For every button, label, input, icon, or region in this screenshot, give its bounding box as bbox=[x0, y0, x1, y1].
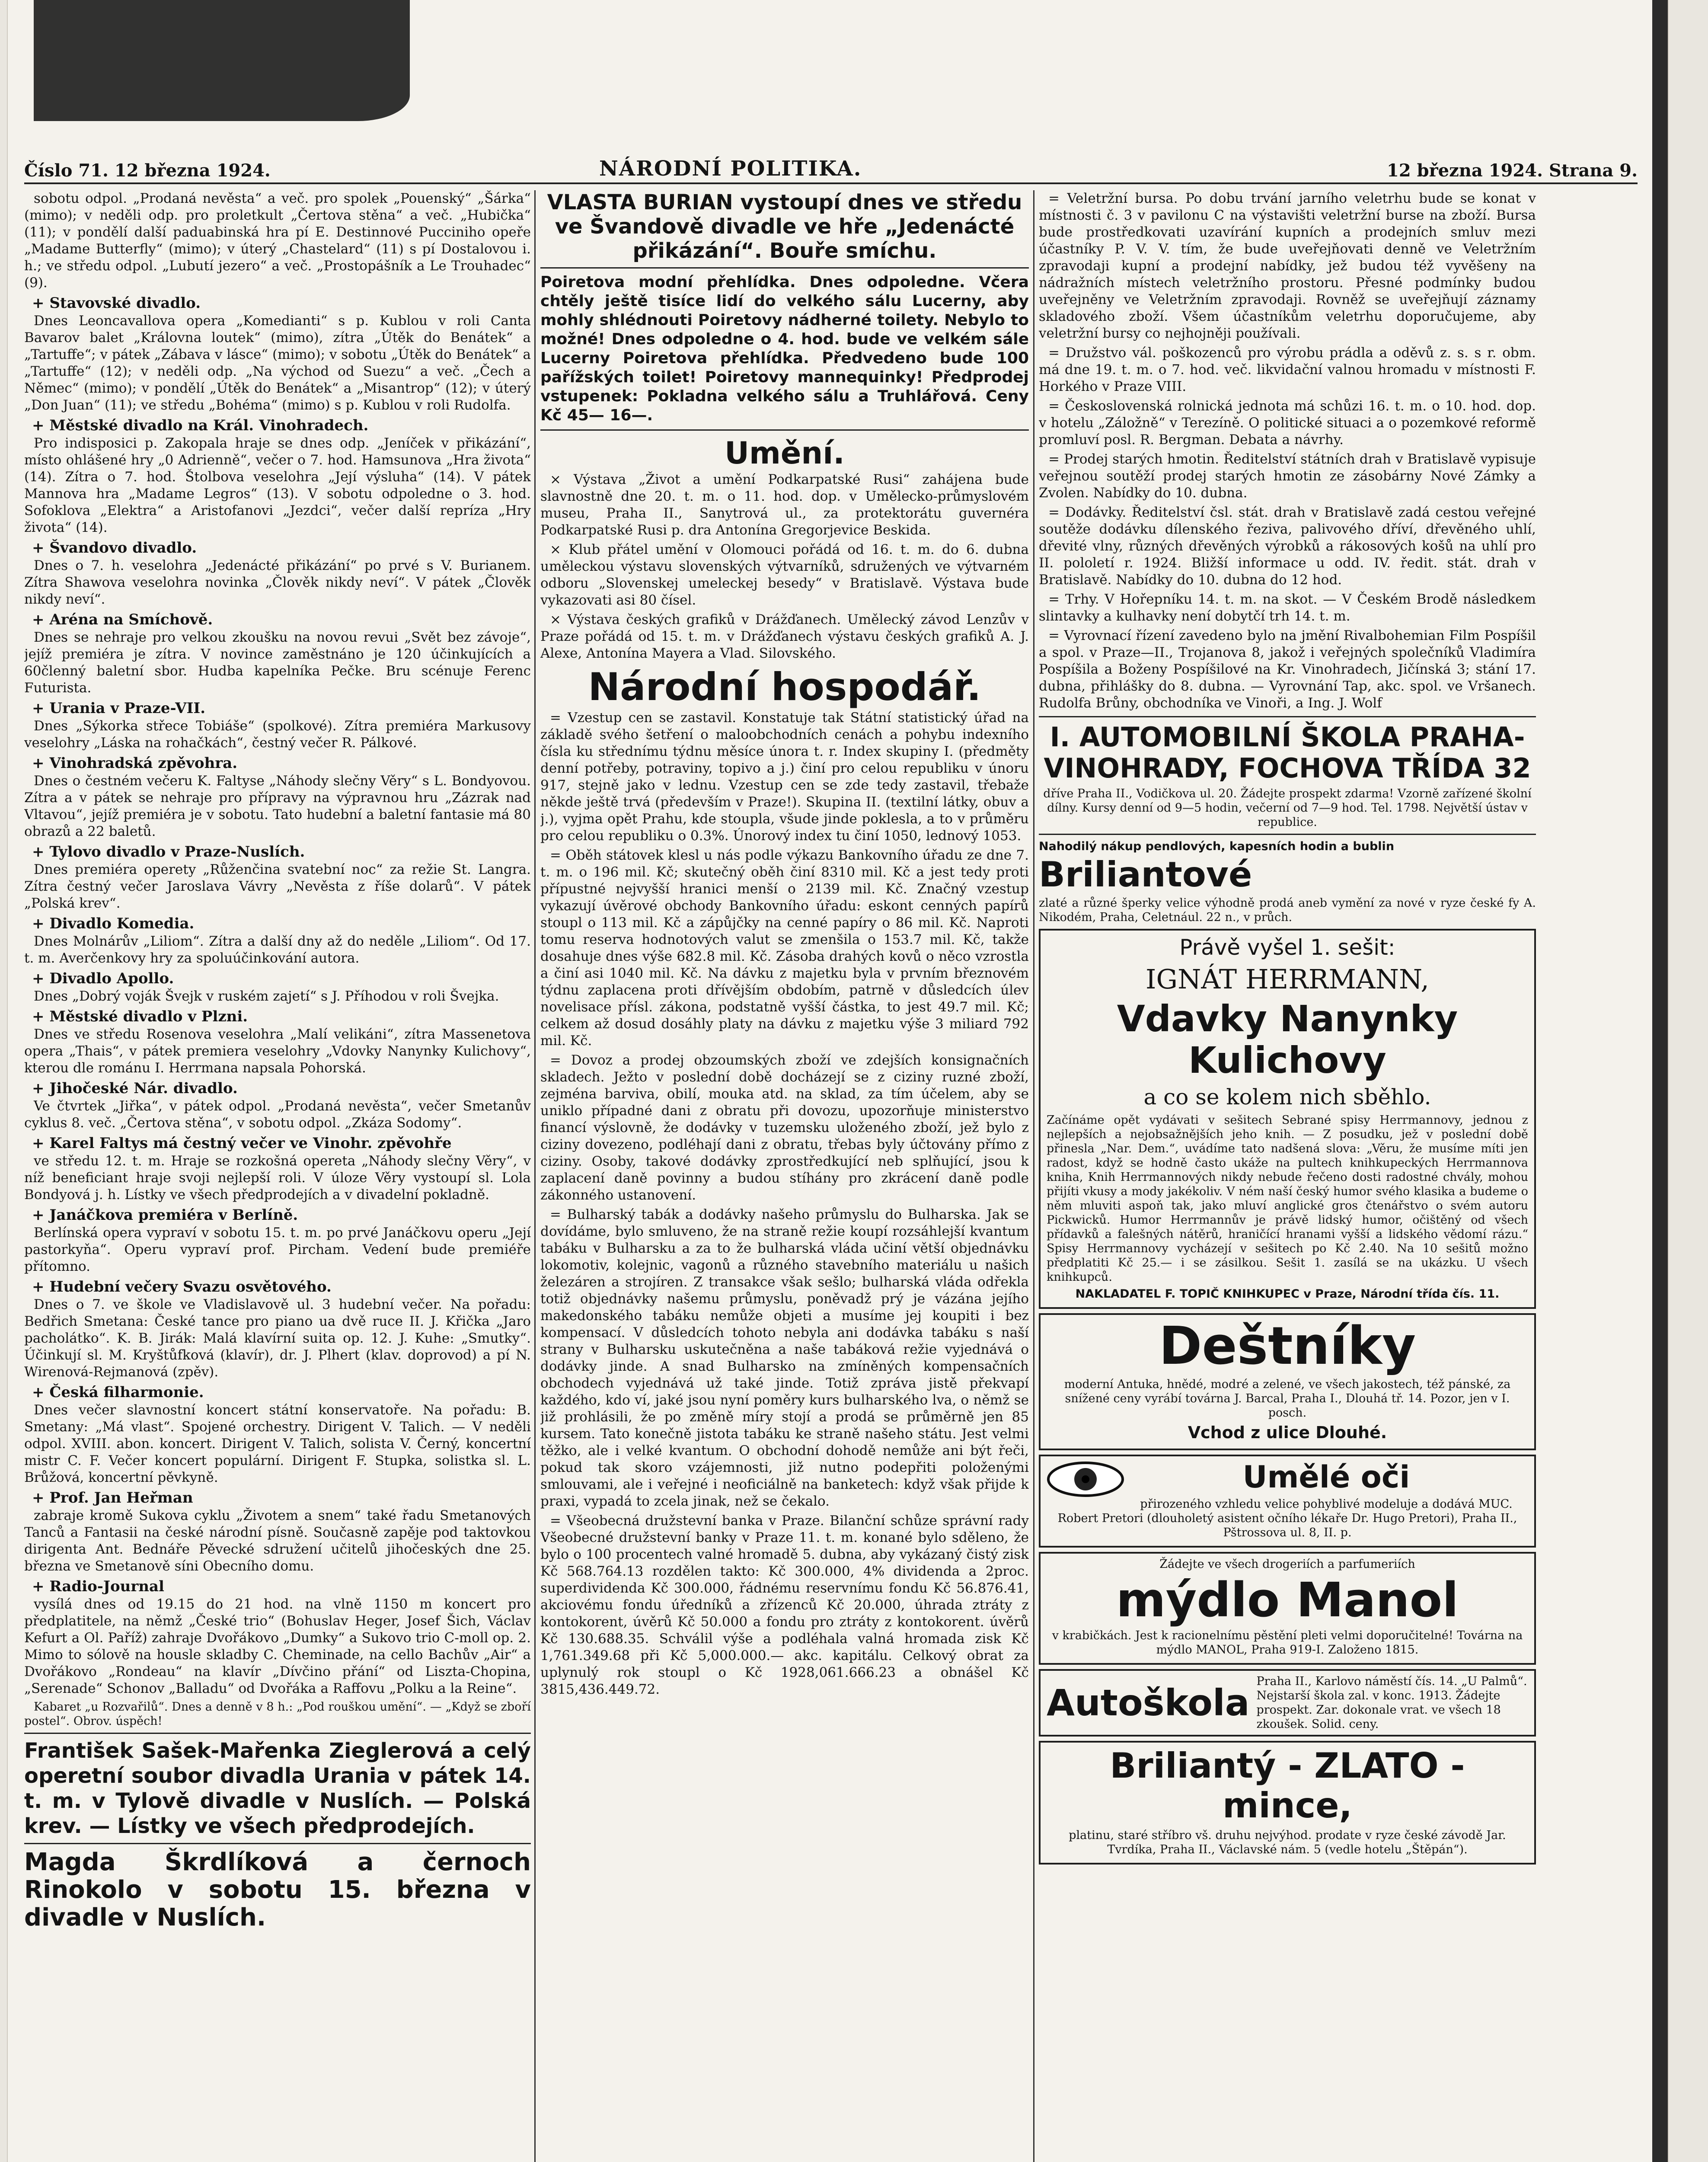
divider bbox=[24, 1843, 531, 1844]
article-text: Dnes se nehraje pro velkou zkoušku na novou revui „Svět bez závoje“, jejíž premiéra je zítra. V novince zaměstnáno je 120 účinkujících a 60členný baletní sbor. Hudba kapelníka Pečke. Bru scénuje Ferenc Futurista. bbox=[24, 630, 531, 696]
advert-burian: VLASTA BURIAN vystoupí dnes ve středu ve Švandově divadle ve hře „Jedenácté přikázání“. Bouře smíchu. bbox=[547, 190, 1022, 263]
article-text: Dnes o 7. h. veselohra „Jedenácté přikázání“ po prvé s V. Burianem. Zítra Shawova veselohra novinka „Člověk nikdy neví“. V pátek „Člověk nikdy neví“. bbox=[24, 558, 531, 607]
article-text: Dnes „Dobrý voják Švejk v ruském zajetí“ s J. Příhodou v roli Švejka. bbox=[34, 988, 499, 1004]
article-text: = Prodej starých hmotin. Ředitelství státních drah v Bratislavě vypisuje veřejnou soutěží prodej starých hmotin ze zásobárny Nové Zámky a Zvolen. Nabídky do 10. dubna. bbox=[1039, 451, 1536, 501]
article-text: Pro indisposici p. Zakopala hraje se dnes odp. „Jeníček v přikázání“, místo ohlášené hry „0 Adrienně“, večer o 7. hod. Hamsunova „Hra života“ (14). Zítra o 7. hod. Štolbova veselohra „Její výsluha“ (14). V pátek Mannova hra „Madame Legros“ (13). V sobotu odpoledne o 3. hod. Sofoklova „Elektra“ a Aristofanovi „Jezdci“, večer další repríza „Hry života“ (14). bbox=[24, 435, 531, 535]
advert-eyes-title: Umělé oči bbox=[1242, 1459, 1410, 1495]
advert-soap-title: mýdlo Manol bbox=[1116, 1572, 1459, 1628]
article-text: zabraje kromě Sukova cyklu „Životem a snem“ také řadu Smetanových Tanců a Fantasii na české národní písně. Současně zapěje pod taktovkou dirigenta Ant. Bednáře Pěvecké sdružení učitelů jihočeských dne 25. března ve Smetanově síni Obecního domu. bbox=[24, 1508, 531, 1574]
advert-umbrellas-entrance: Vchod z ulice Dlouhé. bbox=[1188, 1423, 1387, 1442]
article-text: sobotu odpol. „Prodaná nevěsta“ a več. pro spolek „Pouenský“ „Šárka“ (mimo); v neděli odp. pro proletkult „Čertova stěna“ a več. „Hubička“ (11); v pondělí další paduabinská hra pí E. Destinnové Pucciniho opeře „Madame Butterfly“ (mimo); v úterý „Chastelard“ (11) s pí Dostalovou i. h.; ve středu odpol. „Lubutí jezero“ a več. „Prostopášník a Le Trouhadec“ (9). bbox=[24, 191, 531, 291]
article-text: = Oběh státovek klesl u nás podle výkazu Bankovního úřadu ze dne 7. t. m. o 196 mil. Kč; skutečný oběh činí 8310 mil. Kč a jest tedy proti přípustné nejvyšší hranici menší o 2139 mil. Kč. Značný vzestup vykazují úvěrové obchody Bankovního úřadu: eskont cenných papírů stoupl o 113 mil. Kč a zápůjčky na cenné papíry o 86 mil. Kč. Naproti tomu reserva hodnotových valut se zmenšila o 153.7 mil. Kč, takže dosahuje dnes výše 682.8 mil. Kč. Zásoba drahých kovů o něco vzrostla a činí asi 1040 mil. Kč. Na dávku z majetku byla v prvním březnovém týdnu zaplacena proti dřívějším obdobím, patrně v důsledcích úlev novelisace přísl. zákona, podstatně vyšší částka, to jest 49.7 mil. Kč; celkem až dosud dosáhly platy na dávku z majetku výše 3 miliard 792 mil. Kč. bbox=[540, 848, 1029, 1049]
article-text: = Vzestup cen se zastavil. Konstatuje tak Státní statistický úřad na základě svého šetření o maloobchodních cenách a pohybu indexního čísla ku střednímu týdnu měsíce února t. r. Index skupiny I. (předměty denní potřeby, potraviny, topivo a j.) činí pro celou republiku v únoru 917, stejně jako v lednu. Vzestup cen se zde tedy zastavil, třebaže někde ještě trvá (především v Praze!). Skupina II. (textilní látky, obuv a j.), vyjma opět Prahu, kde stoupla, všude jinde poklesla, a to v průměru pro celou republiku o 0.3%. Únorový index tu činí 1050, lednový 1053. bbox=[540, 710, 1029, 844]
divider bbox=[1039, 834, 1536, 835]
article-text: Dnes ve středu Rosenova veselohra „Malí velikáni“, zítra Massenetova opera „Thais“, v pátek premiera veselohry „Vdovky Nanynky Kulichovy“, kterou dle románu I. Herrmana napsala Pohorská. bbox=[24, 1027, 531, 1076]
advert-eyes-text: přirozeného vzhledu velice pohyblivé modeluje a dodává MUC. Robert Pretori (dlouholetý asistent očního lékaře Dr. Hugo Pretori), Praha II., Pštrossova ul. 8, II. p. bbox=[1057, 1497, 1517, 1539]
advert-umbrellas bbox=[1039, 1313, 1536, 1450]
article-text: Dnes o čestném večeru K. Faltyse „Náhody slečny Věry“ s L. Bondyovou. Zítra a v pátek se nehraje pro přípravy na výpravnou hru „Zázrak nad Vltavou“, jejíž premiéra je v sobotu. Tato hudební a baletní fantasie má 80 obrazů a 22 baletů. bbox=[24, 773, 531, 839]
advert-soap-lead: Žádejte ve všech drogeriích a parfumeriích bbox=[1159, 1558, 1415, 1571]
advert-gold bbox=[1039, 1741, 1536, 1865]
advert-operetta: František Sašek-Mařenka Zieglerová a celý operetní soubor divadla Urania v pátek 14. t. m. v Tylově divadle v Nuslích. — Polská krev. — Lístky ve všech předprodejích. bbox=[24, 1739, 531, 1838]
article-text: × Výstava „Život a umění Podkarpatské Rusi“ zahájena bude slavnostně dne 20. t. m. o 11. hod. dop. v Umělecko-průmyslovém museu, Praha II., Sanytrová ul., za protektorátu guvernéra Podkarpatské Rusi p. dra Antonína Gregorjevice Beskida. bbox=[540, 472, 1029, 538]
advert-jewels-title: Briliantové bbox=[1039, 854, 1252, 895]
page-header bbox=[24, 157, 1638, 184]
column-rule bbox=[534, 190, 536, 2162]
article-text: Kabaret „u Rozvařilů“. Dnes a denně v 8 h.: „Pod rouškou umění“. — „Když se zboří postel“. Obrov. úspěch! bbox=[24, 1700, 531, 1728]
article-text: = Všeobecná družstevní banka v Praze. Bilanční schůze správní rady Všeobecné družstevní banky v Praze 11. t. m. konané bylo sděleno, že bylo o 100 procentech valné hromadě 5. dubna, aby vykázaný čistý zisk Kč 568.764.13 rozdělen takto: Kč 300.000, 4% dividenda a 2proc. superdividenda Kč 300.000, řádnému reservnímu fondu Kč 56.876.41, akciovému fondu úředníků a zřízenců Kč 20.000, úhrada ztráty z kontokorent, úvěrů Kč 50.000 a fondu pro ztráty z kontokorent. úvěrů Kč 130.688.35. Schválil výše a podléhala valná hromada zisk Kč 1,761.349.68 při Kč 5,000.000.— akc. kapitálu. Celkový obrat za uplynulý rok stoupl o Kč 1928,061.666.23 a obnášel Kč 3815,436.449.72. bbox=[540, 1513, 1029, 1697]
advert-book-subtitle: a co se kolem nich sběhlo. bbox=[1143, 1084, 1431, 1110]
column-theatre bbox=[24, 190, 531, 2162]
article-heading: + Jihočeské Nár. divadlo. bbox=[32, 1080, 238, 1097]
advert-book-lead: Právě vyšel 1. sešit: bbox=[1179, 935, 1395, 960]
advert-gold-text: platinu, staré stříbro vš. druhu nejvýhod. prodate v ryze české závodě Jar. Tvrdíka, Praha II., Václavské nám. 5 (vedle hotelu „Štěpán“). bbox=[1069, 1829, 1506, 1856]
article-heading: + Česká filharmonie. bbox=[32, 1384, 204, 1401]
masthead-title: NÁRODNÍ POLITIKA. bbox=[599, 157, 862, 181]
divider bbox=[540, 267, 1029, 269]
article-heading: + Stavovské divadlo. bbox=[32, 294, 201, 312]
article-text: = Trhy. V Hořepníku 14. t. m. na skot. — V Českém Brodě následkem slintavky a kulhavky není dobytčí trh 14. t. m. bbox=[1039, 592, 1536, 624]
advert-book-author: IGNÁT HERRMANN, bbox=[1146, 963, 1429, 995]
article-text: Dnes o 7. ve škole ve Vladislavově ul. 3 hudební večer. Na pořadu: Bedřich Smetana: České tance pro piano ua dvě ruce II. J. Křička „Jaro pacholátko“. K. B. Jirák: Malá klavírní suita op. 12. J. Kuhe: „Smutky“. Účinkují sl. M. Kryštůfková (klavír), dr. J. Plhert (klav. doprovod) a pí N. Wirenová-Rejmanová (zpěv). bbox=[24, 1297, 531, 1380]
article-heading: + Švandovo divadlo. bbox=[32, 539, 197, 556]
article-heading: + Urania v Praze-VII. bbox=[32, 700, 206, 717]
advert-jewels-text: zlaté a různé šperky velice výhodně prodá aneb vymění za nové v ryze české fy A. Nikodém, Praha, Celetnául. 22 n., v průch. bbox=[1039, 896, 1536, 924]
advert-soap-text: v krabičkách. Jest k racionelnímu pěstění pleti velmi doporučitelné! Továrna na mýdlo MANOL, Praha 919-I. Založeno 1815. bbox=[1052, 1629, 1523, 1657]
advert-herrmann-book bbox=[1039, 929, 1536, 1309]
section-title-art: Umění. bbox=[725, 435, 845, 471]
advert-driving-school-title: I. AUTOMOBILNÍ ŠKOLA PRAHA-VINOHRADY, FOCHOVA TŘÍDA 32 bbox=[1044, 721, 1531, 784]
divider bbox=[1039, 716, 1536, 717]
divider bbox=[540, 429, 1029, 431]
newspaper-page bbox=[8, 0, 1668, 2162]
advert-gold-title: Briliantý - ZLATO - mince, bbox=[1110, 1746, 1465, 1826]
advert-autoschool-text: Praha II., Karlovo náměstí čís. 14. „U Palmů“. Nejstarší škola zal. v konc. 1913. Žádejte prospekt. Zar. dokonale vrat. ve všech 18 zkoušek. Solid. ceny. bbox=[1256, 1675, 1527, 1731]
article-text: = Dovoz a prodej obzoumských zboží ve zdejších konsignačních skladech. Ježto v poslední době docházejí se z ciziny ruzné zboží, zejména barviva, obilí, mouka atd. na sklad, za tím účelem, aby se uniklo případné dani z obratu při dovozu, upozorňuje ministerstvo financí výslovně, že dodávky v tuzemsku uloženého zboží, jež bylo z ciziny dovezeno, podléhají dani z obratu, třebas byly účtovány přímo z ciziny. Osoby, takové dodávky zprostředkující neb splňující, jsou k zaplacení daně povinny a budou stíhány pro zkrácení daně podle zákonného ustanovení. bbox=[540, 1052, 1029, 1203]
article-text: × Výstava českých grafiků v Drážďanech. Umělecký závod Lenzův v Praze pořádá od 15. t. m. v Drážďanech výstavu českých grafiků A. J. Alexe, Antonína Mayera a Vlad. Silovského. bbox=[540, 612, 1029, 661]
advert-umbrellas-text: moderní Antuka, hnědé, modré a zelené, ve všech jakostech, též pánské, za snížené ceny vyrábí továrna J. Barcal, Praha I., Dlouhá tř. 14. Pozor, jen v I. posch. bbox=[1064, 1378, 1511, 1420]
article-heading: + Janáčkova premiéra v Berlíně. bbox=[32, 1206, 298, 1224]
article-text: Dnes Leoncavallova opera „Komedianti“ s p. Kublou v roli Canta Bavarov balet „Královna loutek“ (mimo), zítra „Útěk do Benátek“ a „Tartuffe“; v pátek „Zábava v lásce“ (mimo); v sobotu „Útěk do Benátek“ a „Tartuffe“ (12); v neděli odp. „Na východ od Suezu“ a več. „Čech a Němec“ (mimo); v pondělí „Útěk do Benátek“ a „Misantrop“ (12); v úterý „Don Juan“ (11); ve středu „Bohéma“ (mimo) s p. Kublou v roli Rudolfa. bbox=[24, 313, 531, 413]
article-heading: + Karel Faltys má čestný večer ve Vinohr. zpěvohře bbox=[32, 1135, 452, 1152]
eye-icon bbox=[1047, 1460, 1124, 1499]
advert-umbrellas-title: Deštníky bbox=[1159, 1316, 1416, 1376]
article-text: = Veletržní bursa. Po dobu trvání jarního veletrhu bude se konat v místnosti č. 3 v pavilonu C na výstavišti veletržní burse na zboží. Bursa bude prostředkovati uzavírání kupních a prodejních smluv mezi účastníky P. V. V. tím, že bude uveřejňovati denně ve Veletržním zpravodaji kupní a prodejní nabídky, jež budou též vyvěšeny na nádražních místech veletržního prostoru. Přesné podmínky budou uveřejněny ve Veletržním zpravodaji. Rovněž se uveřejňují záznamy skladového zboží. Všem účastníkům veletrhu doporučujeme, aby veletržní bursy co nejhojněji používali. bbox=[1039, 191, 1536, 341]
advert-autoschool-title: Autoškola bbox=[1047, 1682, 1250, 1724]
issue-date-page: 12 března 1924. Strana 9. bbox=[1387, 160, 1638, 181]
article-text: Ve čtvrtek „Jiřka“, v pátek odpol. „Prodaná nevěsta“, večer Smetanův cyklus 8. več. „Čertova stěna“, v sobotu odpol. „Zkáza Sodomy“. bbox=[24, 1098, 531, 1131]
article-heading: + Hudební večery Svazu osvětového. bbox=[32, 1278, 332, 1295]
article-text: = Bulharský tabák a dodávky našeho průmyslu do Bulharska. Jak se dovídáme, bylo smluveno, že na straně režie koupí rozsáhlejší kvantum tabáku v Bulharsku a za to že bulharská vláda učiní větší objednávku lokomotiv, kolejnic, vagonů a různého stavebního materiálu u našich železáren a strojíren. Z transakce však sešlo; bulharská vláda odřekla totiž objednávky našemu průmyslu, poněvadž prý je vázána jejího makedonského tabáku nemůže objeti a musíme jej koupiti i bez kompensací. V důsledcích tohoto nebyla ani dodávka tabáku s naší strany v Bulharsku uskutečněna a naše tabáková režie vyjednává o dodávky jinde. A snad Bulharsko na zmíněných kompensačních obchodech vyjednává už také jinde. Totiž zpráva jistě překvapí každého, kdo ví, jaké jsou nyní poměry kurs bulharského lva, o němž se již prohlásili, že po změně míry stojí a prodá se průměrně jen 85 kursem. Tato konečně jistota tabáku ke straně našeho státu. Jest velmi těžko, ale i velké kvantum. O obchodní dohodě nemůže ani být řeči, pokud tak skoro vzájemnosti, již nutno podepřiti položenými smlouvami, ale i veřejné i neoficiálně na banketech: když však přijde k praxi, vypadá to zcela jinak, než se čekalo. bbox=[540, 1207, 1029, 1509]
article-text: Dnes Molnárův „Liliom“. Zítra a další dny až do neděle „Liliom“. Od 17. t. m. Averčenkovy hry za spoluúčinkování autora. bbox=[24, 934, 531, 966]
column-notices-ads bbox=[1039, 190, 1536, 2162]
article-text: = Československá rolnická jednota má schůzi 16. t. m. o 10. hod. dop. v hotelu „Záložně“ v Terezíně. O politické situaci a o pozemkové reformě promluví posl. R. Bergman. Debata a návrhy. bbox=[1039, 398, 1536, 448]
article-heading: + Divadlo Komedia. bbox=[32, 915, 195, 932]
article-heading: + Radio-Journal bbox=[32, 1578, 164, 1595]
article-heading: + Tylovo divadlo v Praze-Nuslích. bbox=[32, 843, 305, 860]
article-heading: + Městské divadlo v Plzni. bbox=[32, 1008, 248, 1025]
article-heading: + Prof. Jan Heřman bbox=[32, 1489, 193, 1506]
advert-nusle: Magda Škrdlíková a černoch Rinokolo v sobotu 15. března v divadle v Nuslích. bbox=[24, 1848, 531, 1932]
article-text: = Vyrovnací řízení zavedeno bylo na jmění Rivalbohemian Film Pospíšil a spol. v Praze—II., Trojanova 8, jakož i veřejných společníků Vladimíra Pospíšila a Boženy Pospíšilové na Kr. Vinohradech, Jičínská 3; stání 17. dubna, přihlášky do 8. dubna. — Vyrovnání Tap, akc. spol. ve Vršanech. Rudolfa Brůny, obchodníka ve Vinoři, a Ing. J. Wolf bbox=[1039, 628, 1536, 711]
advert-autoschool bbox=[1039, 1669, 1536, 1737]
article-text: ve středu 12. t. m. Hraje se rozkošná opereta „Náhody slečny Věry“, v níž beneficiant hraje svoji nejlepší roli. V úloze Věry vystoupí sl. Lola Bondyová j. h. Lístky ve všech předprodejích a v divadelní pokladně. bbox=[24, 1153, 531, 1203]
article-text: Dnes večer slavnostní koncert státní konservatoře. Na pořadu: B. Smetany: „Má vlast“. Spojené orchestry. Dirigent V. Talich. — V neděli odpol. XVIII. abon. koncert. Dirigent V. Talich, solista V. Černý, koncertní mistr C. F. Večer koncert populární. Dirigent F. Stupka, solistka sl. L. Brůžová, koncertní pěvkyně. bbox=[24, 1402, 531, 1485]
advert-driving-school-text: dříve Praha II., Vodičkova ul. 20. Žádejte prospekt zdarma! Vzorně zařízené školní dílny. Kursy denní od 9—5 hodin, večerní od 7—9 hod. Tel. 1798. Největší ústav v republice. bbox=[1043, 787, 1532, 829]
article-heading: + Aréna na Smíchově. bbox=[32, 611, 213, 628]
advert-soap bbox=[1039, 1552, 1536, 1665]
advert-book-text: Začínáme opět vydávati v sešitech Sebrané spisy Herrmannovy, jednou z nejlepších a nejobsažnějších jeho knih. — Z posudku, jež v poslední době přinesla „Nar. Dem.“, uvádíme tato nadšená slova: „Věru, že musíme míti jen radost, když se hodně často ukáže na pultech knihkupeckých Herrmannova kniha, Knih Herrmannových nikdy nebude řečeno dosti radostné chvály, mohou přijíti vkusy a mody jakékoliv. V ném naší český humor svého klasika a budeme o něm mluviti aspoň tak, jako mluví anglické gros čtenářstvo o svém autoru Pickwicků. Humor Herrmannův je právě lidský humor, očištěný od všech přídavků a falešných nátěrů, hraničící hranami vyšší a lidského vědomí rázu.“ Spisy Herrmannovy vycházejí v sešitech po Kč 2.40. Na 10 sešitů možno předplatiti Kč 25.— i se zásilkou. Sešit 1. zasílá se na ukázku. U všech knihkupců. bbox=[1047, 1113, 1528, 1284]
article-heading: + Vinohradská zpěvohra. bbox=[32, 755, 238, 772]
section-title-economy: Národní hospodář. bbox=[588, 665, 981, 709]
column-rule bbox=[1033, 190, 1034, 2162]
article-text: Berlínská opera vypraví v sobotu 15. t. m. po prvé Janáčkovu operu „Její pastorkyňa“. Operu vypraví prof. Pircham. Vedení bude premiéře přítomno. bbox=[24, 1225, 531, 1274]
advert-book-publisher: NAKLADATEL F. TOPIČ KNIHKUPEC v Praze, Národní třída čís. 11. bbox=[1075, 1287, 1500, 1301]
article-text: = Dodávky. Ředitelství čsl. stát. drah v Bratislavě zadá cestou veřejné soutěže dodávku dílenského řeziva, palivového dříví, dřevěného uhlí, dřevité vlny, různých dřevěných výrobků a rákosových košů na uhlí pro II. pololetí r. 1924. Bližší informace u odd. IV. ředit. stát. drah v Bratislavě. Nabídky do 10. dubna do 12 hod. bbox=[1039, 505, 1536, 588]
article-text: Dnes premiéra operety „Růženčina svatební noc“ za režie St. Langra. Zítra čestný večer Jaroslava Vávry „Nevěsta z říše dolarů“. V pátek „Polská krev“. bbox=[24, 862, 531, 911]
article-heading: + Divadlo Apollo. bbox=[32, 970, 174, 987]
article-text: vysílá dnes od 19.15 do 21 hod. na vlně 1150 m koncert pro předplatitele, na němž „České trio“ (Bohuslav Heger, Josef Šich, Václav Kefurt a Ol. Paříž) zahraje Dvořákovo „Dumky“ a Sukovo trio C-moll op. 2. Mimo to sólově na housle skladby C. Cheminade, na cello Bachův „Air“ a Dvořákovo „Rondeau“ na klavír „Dívčino přání“ od Liszta-Chopina, „Serenade“ Schonov „Balladu“ od Dvořáka a Raffovu „Polku a la Reine“. bbox=[24, 1596, 531, 1696]
article-text: × Klub přátel umění v Olomouci pořádá od 16. t. m. do 6. dubna uměleckou výstavu slovenských výtvarníků, sdružených ve výtvarném odboru „Slovenskej umeleckej besedy“ v Bratislavě. Výstava bude vykazovati asi 80 čísel. bbox=[540, 542, 1029, 608]
advert-poiret: Poiretova modní přehlídka. Dnes odpoledne. Včera chtěly ještě tisíce lidí do velkého sálu Lucerny, aby mohly shlédnouti Poiretovy nádherné toilety. Nebylo to možné! Dnes odpoledne o 4. hod. bude ve velkém sále Lucerny Poiretova přehlídka. Předvedeno bude 100 pařížských toilet! Poiretovy mannequinky! Předprodej vstupenek: Pokladna velkého sálu a Truhlářová. Ceny Kč 45— 16—. bbox=[540, 273, 1029, 424]
article-text: = Družstvo vál. poškozenců pro výrobu prádla a oděvů z. s. s r. obm. má dne 19. t. m. o 7. hod. več. likvidační valnou hromadu v místnosti F. Horkého v Praze VIII. bbox=[1039, 345, 1536, 394]
page-edge bbox=[1652, 0, 1668, 2162]
issue-number: Číslo 71. 12 března 1924. bbox=[24, 160, 271, 181]
advert-book-title: Vdavky Nanynky Kulichovy bbox=[1117, 998, 1458, 1081]
ink-blot bbox=[34, 0, 410, 121]
advert-jewels-lead: Nahodilý nákup pendlových, kapesních hodin a bublin bbox=[1039, 840, 1395, 853]
article-text: Dnes „Sýkorka střece Tobiáše“ (spolkové). Zítra premiéra Markusovy veselohry „Láska na rohačkách“, čestný večer R. Pálkové. bbox=[24, 718, 531, 751]
divider bbox=[24, 1733, 531, 1734]
column-economy bbox=[540, 190, 1029, 2162]
advert-artificial-eyes bbox=[1039, 1455, 1536, 1548]
article-heading: + Městské divadlo na Král. Vinohradech. bbox=[32, 417, 369, 434]
